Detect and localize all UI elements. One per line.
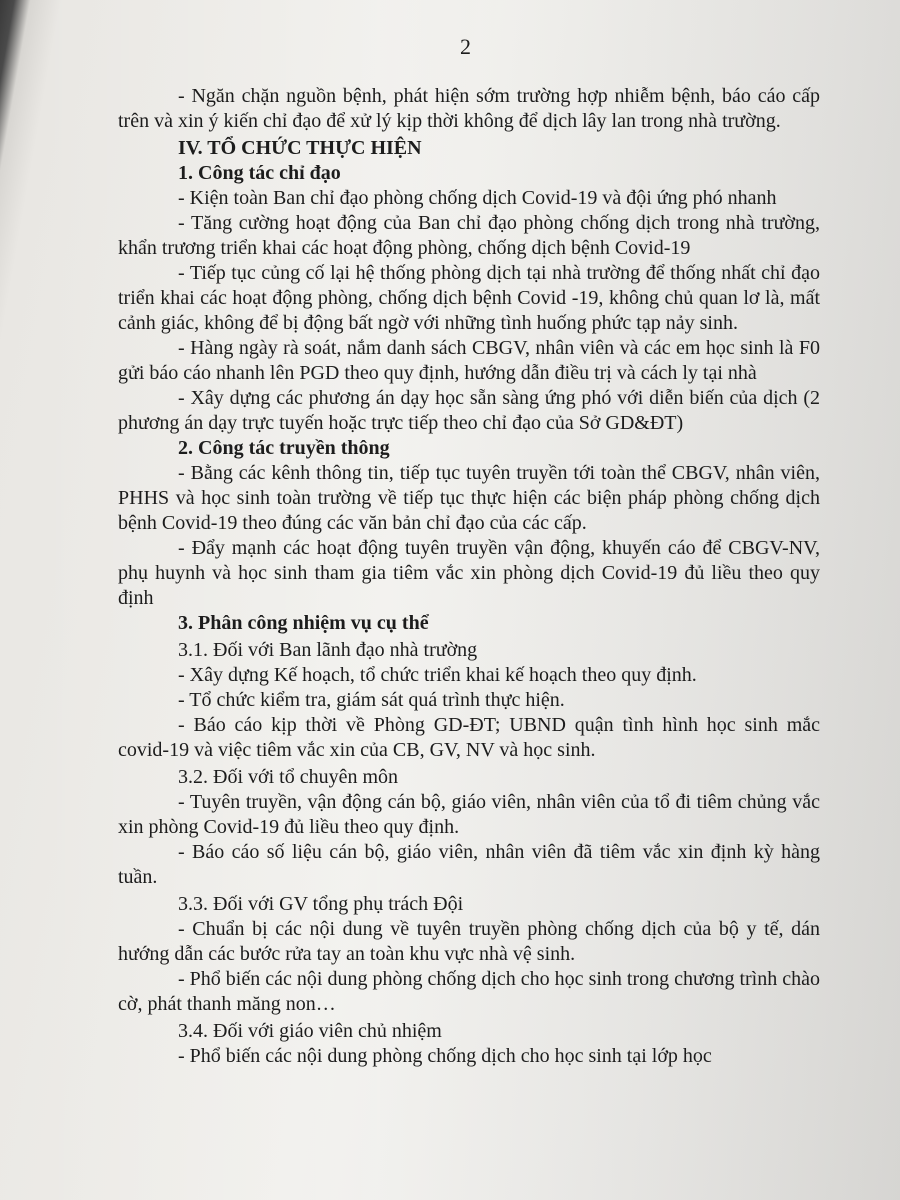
section-heading-iv: IV. TỔ CHỨC THỰC HIỆN (178, 137, 422, 159)
subheading-communication: 2. Công tác truyền thông (178, 437, 390, 459)
paragraph-prevent-source: - Ngăn chặn nguồn bệnh, phát hiện sớm trường hợp nhiễm bệnh, báo cáo cấp trên và xin ý kiến chỉ đạo để xử lý kịp thời không để dịch lây lan trong nhà trường. (118, 85, 820, 132)
paragraph-consolidate-system: - Tiếp tục củng cố lại hệ thống phòng dịch tại nhà trường để thống nhất chỉ đạo triển khai các hoạt động phòng, chống dịch bệnh Covid -19, không chủ quan lơ là, mất cảnh giác, không để bị động bất ngờ với những tình huống phức tạp nảy sinh. (118, 262, 820, 334)
paragraph-teaching-plans: - Xây dựng các phương án dạy học sẵn sàng ứng phó với diễn biến của dịch (2 phương án dạy trực tuyến hoặc trực tiếp theo chỉ đạo của Sở GD&ĐT) (118, 387, 820, 434)
paragraph-information-channels: - Bằng các kênh thông tin, tiếp tục tuyên truyền tới toàn thể CBGV, nhân viên, PHHS và học sinh toàn trường về tiếp tục thực hiện các biện pháp phòng chống dịch bệnh Covid-19 theo đúng các văn bản chỉ đạo của các cấp. (118, 462, 820, 534)
paragraph-timely-report: - Báo cáo kịp thời về Phòng GD-ĐT; UBND quận tình hình học sinh mắc covid-19 và việc tiêm vắc xin của CB, GV, NV và học sinh. (118, 714, 820, 761)
document-body (118, 84, 820, 1069)
paragraph-inspection: - Tổ chức kiểm tra, giám sát quá trình thực hiện. (178, 689, 565, 711)
subheading-assignments: 3. Phân công nhiệm vụ cụ thể (178, 612, 429, 634)
paragraph-propaganda-staff: - Tuyên truyền, vận động cán bộ, giáo viên, nhân viên của tổ đi tiêm chủng vắc xin phòng Covid-19 đủ liều theo quy định. (118, 791, 820, 838)
subsection-team-leader: 3.3. Đối với GV tổng phụ trách Đội (178, 893, 464, 915)
paragraph-strengthen-activities: - Tăng cường hoạt động của Ban chỉ đạo phòng chống dịch trong nhà trường, khẩn trương triển khai các hoạt động phòng, chống dịch bệnh Covid-19 (118, 212, 820, 259)
subheading-direction: 1. Công tác chỉ đạo (178, 162, 341, 184)
subsection-homeroom-teacher: 3.4. Đối với giáo viên chủ nhiệm (178, 1020, 442, 1042)
subsection-leadership: 3.1. Đối với Ban lãnh đạo nhà trường (178, 639, 478, 661)
page-number: 2 (460, 34, 471, 59)
paragraph-build-plan: - Xây dựng Kế hoạch, tổ chức triển khai kế hoạch theo quy định. (178, 664, 697, 686)
subsection-professional-group: 3.2. Đối với tổ chuyên môn (178, 766, 398, 788)
paragraph-disseminate-class: - Phổ biến các nội dung phòng chống dịch cho học sinh tại lớp học (178, 1045, 712, 1067)
paragraph-steering-committee: - Kiện toàn Ban chỉ đạo phòng chống dịch Covid-19 và đội ứng phó nhanh (178, 187, 777, 209)
paragraph-prepare-content: - Chuẩn bị các nội dung về tuyên truyền phòng chống dịch của bộ y tế, dán hướng dẫn các bước rửa tay an toàn khu vực nhà vệ sinh. (118, 918, 820, 965)
paragraph-vaccination-campaign: - Đẩy mạnh các hoạt động tuyên truyền vận động, khuyến cáo để CBGV-NV, phụ huynh và học sinh tham gia tiêm vắc xin phòng dịch Covid-19 đủ liều theo quy định (118, 537, 820, 609)
paragraph-daily-review: - Hàng ngày rà soát, nắm danh sách CBGV, nhân viên và các em học sinh là F0 gửi báo cáo nhanh lên PGD theo quy định, hướng dẫn điều trị và cách ly tại nhà (118, 337, 820, 384)
document-page (30, 0, 900, 1200)
paragraph-report-statistics: - Báo cáo số liệu cán bộ, giáo viên, nhân viên đã tiêm vắc xin định kỳ hàng tuần. (118, 841, 820, 888)
paragraph-disseminate-ceremony: - Phổ biến các nội dung phòng chống dịch cho học sinh trong chương trình chào cờ, phát thanh măng non… (118, 968, 820, 1015)
